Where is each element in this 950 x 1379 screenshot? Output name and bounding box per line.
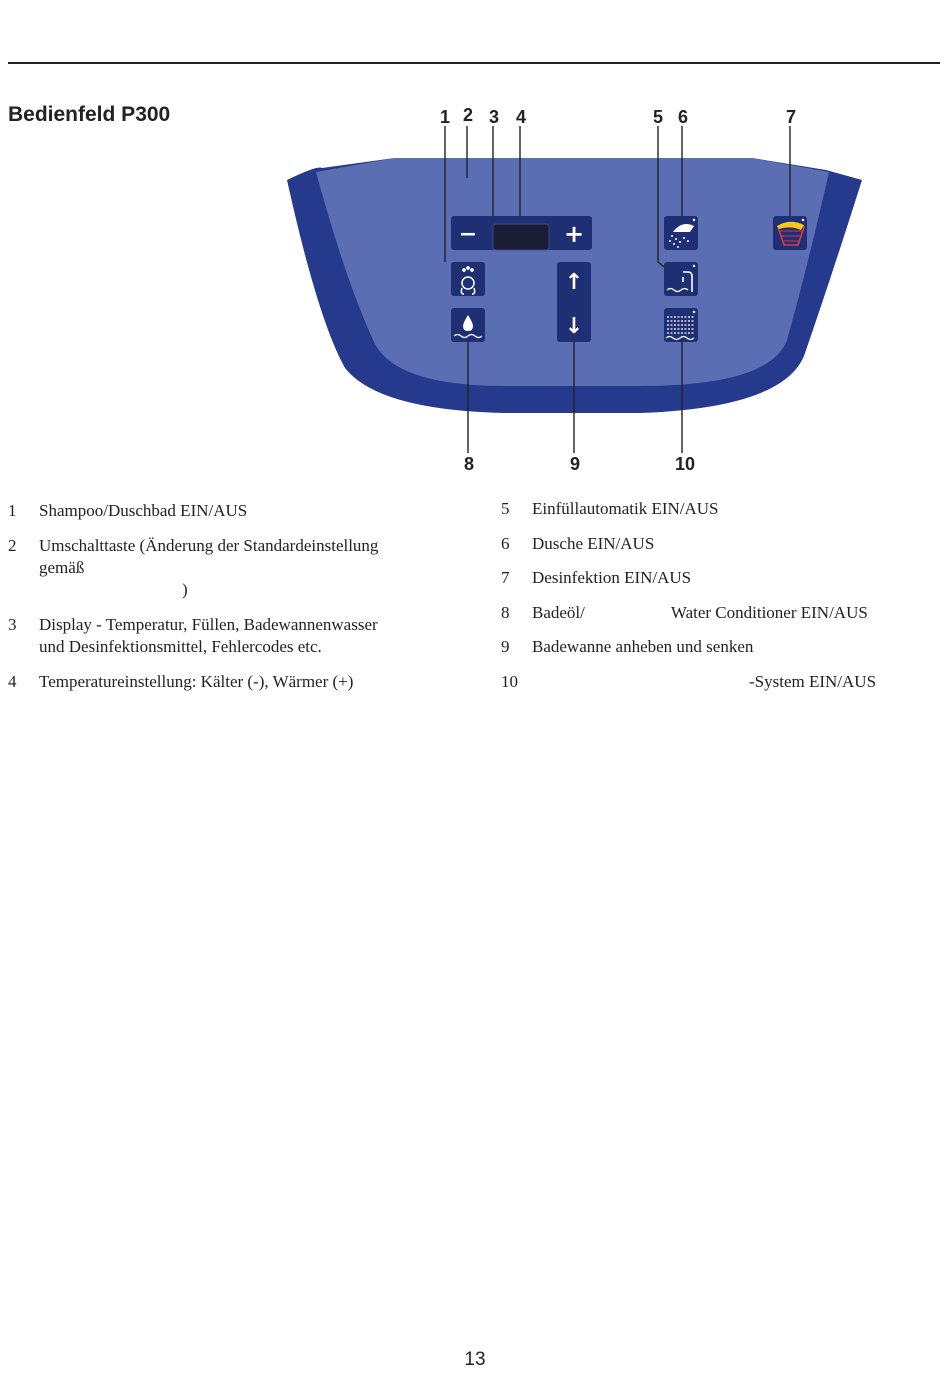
item-text: Water Conditioner EIN/AUS — [670, 602, 868, 622]
callout-1: 1 — [439, 107, 451, 127]
list-item — [8, 535, 448, 601]
page-number: 13 — [464, 1349, 486, 1370]
control-panel-figure — [0, 95, 950, 485]
item-text: ) — [182, 580, 188, 599]
lower-tub-button[interactable]: ↓ — [564, 314, 584, 339]
item-text: Badewanne anheben und senken — [532, 637, 754, 656]
display-screen — [493, 224, 549, 250]
item-number: 2 — [8, 536, 17, 555]
list-item — [501, 602, 941, 624]
item-text: Shampoo/Duschbad EIN/AUS — [39, 501, 248, 520]
list-item — [501, 636, 941, 658]
item-text: Desinfektion EIN/AUS — [532, 568, 692, 587]
disinfection-button[interactable] — [773, 216, 807, 250]
callout-5: 5 — [652, 107, 664, 127]
item-text: Einfüllautomatik EIN/AUS — [532, 499, 719, 518]
header-rule — [8, 62, 940, 64]
temperature-plus-button[interactable]: + — [563, 220, 585, 248]
list-item — [501, 533, 941, 555]
callout-8: 8 — [463, 454, 475, 474]
whirlpool-button[interactable] — [664, 308, 698, 342]
item-number: 7 — [501, 568, 510, 587]
item-text: gemäß — [39, 558, 85, 577]
bath-oil-button[interactable] — [451, 308, 485, 342]
list-item — [8, 500, 448, 522]
item-text: Display - Temperatur, Füllen, Badewannenwasser — [39, 615, 378, 634]
item-number: 1 — [8, 501, 17, 520]
item-text: -System EIN/AUS — [749, 671, 877, 691]
callout-10: 10 — [674, 454, 696, 474]
item-number: 6 — [501, 533, 510, 553]
item-text: Umschalttaste (Änderung der Standardeinstellung — [39, 536, 379, 555]
callout-2: 2 — [462, 105, 474, 125]
callout-6: 6 — [677, 107, 689, 127]
legend-left — [8, 500, 448, 706]
list-item — [8, 614, 448, 658]
item-number: 10 — [501, 671, 518, 691]
item-number: 9 — [501, 637, 510, 656]
callout-9: 9 — [569, 454, 581, 474]
shower-button[interactable] — [664, 216, 698, 250]
list-item — [8, 671, 448, 693]
page-title: Bedienfeld P300 — [8, 103, 171, 126]
list-item — [501, 567, 941, 589]
item-text: Badeöl/ — [532, 602, 585, 622]
item-text: und Desinfektionsmittel, Fehlercodes etc. — [39, 637, 322, 656]
temperature-minus-button[interactable]: − — [458, 222, 478, 247]
callout-3: 3 — [488, 107, 500, 127]
item-text: Temperatureinstellung: Kälter (-), Wärmer (+) — [39, 672, 354, 691]
callout-4: 4 — [515, 107, 527, 127]
item-number: 3 — [8, 615, 17, 634]
callout-7: 7 — [785, 107, 797, 127]
list-item — [501, 671, 941, 693]
item-number: 8 — [501, 602, 510, 622]
list-item — [501, 498, 941, 520]
item-number: 5 — [501, 499, 510, 518]
auto-fill-button[interactable] — [664, 262, 698, 296]
raise-tub-button[interactable]: ↑ — [564, 270, 584, 295]
legend-right — [501, 498, 941, 705]
shampoo-button[interactable] — [451, 262, 485, 296]
item-text: Dusche EIN/AUS — [532, 533, 655, 553]
item-number: 4 — [8, 672, 17, 691]
